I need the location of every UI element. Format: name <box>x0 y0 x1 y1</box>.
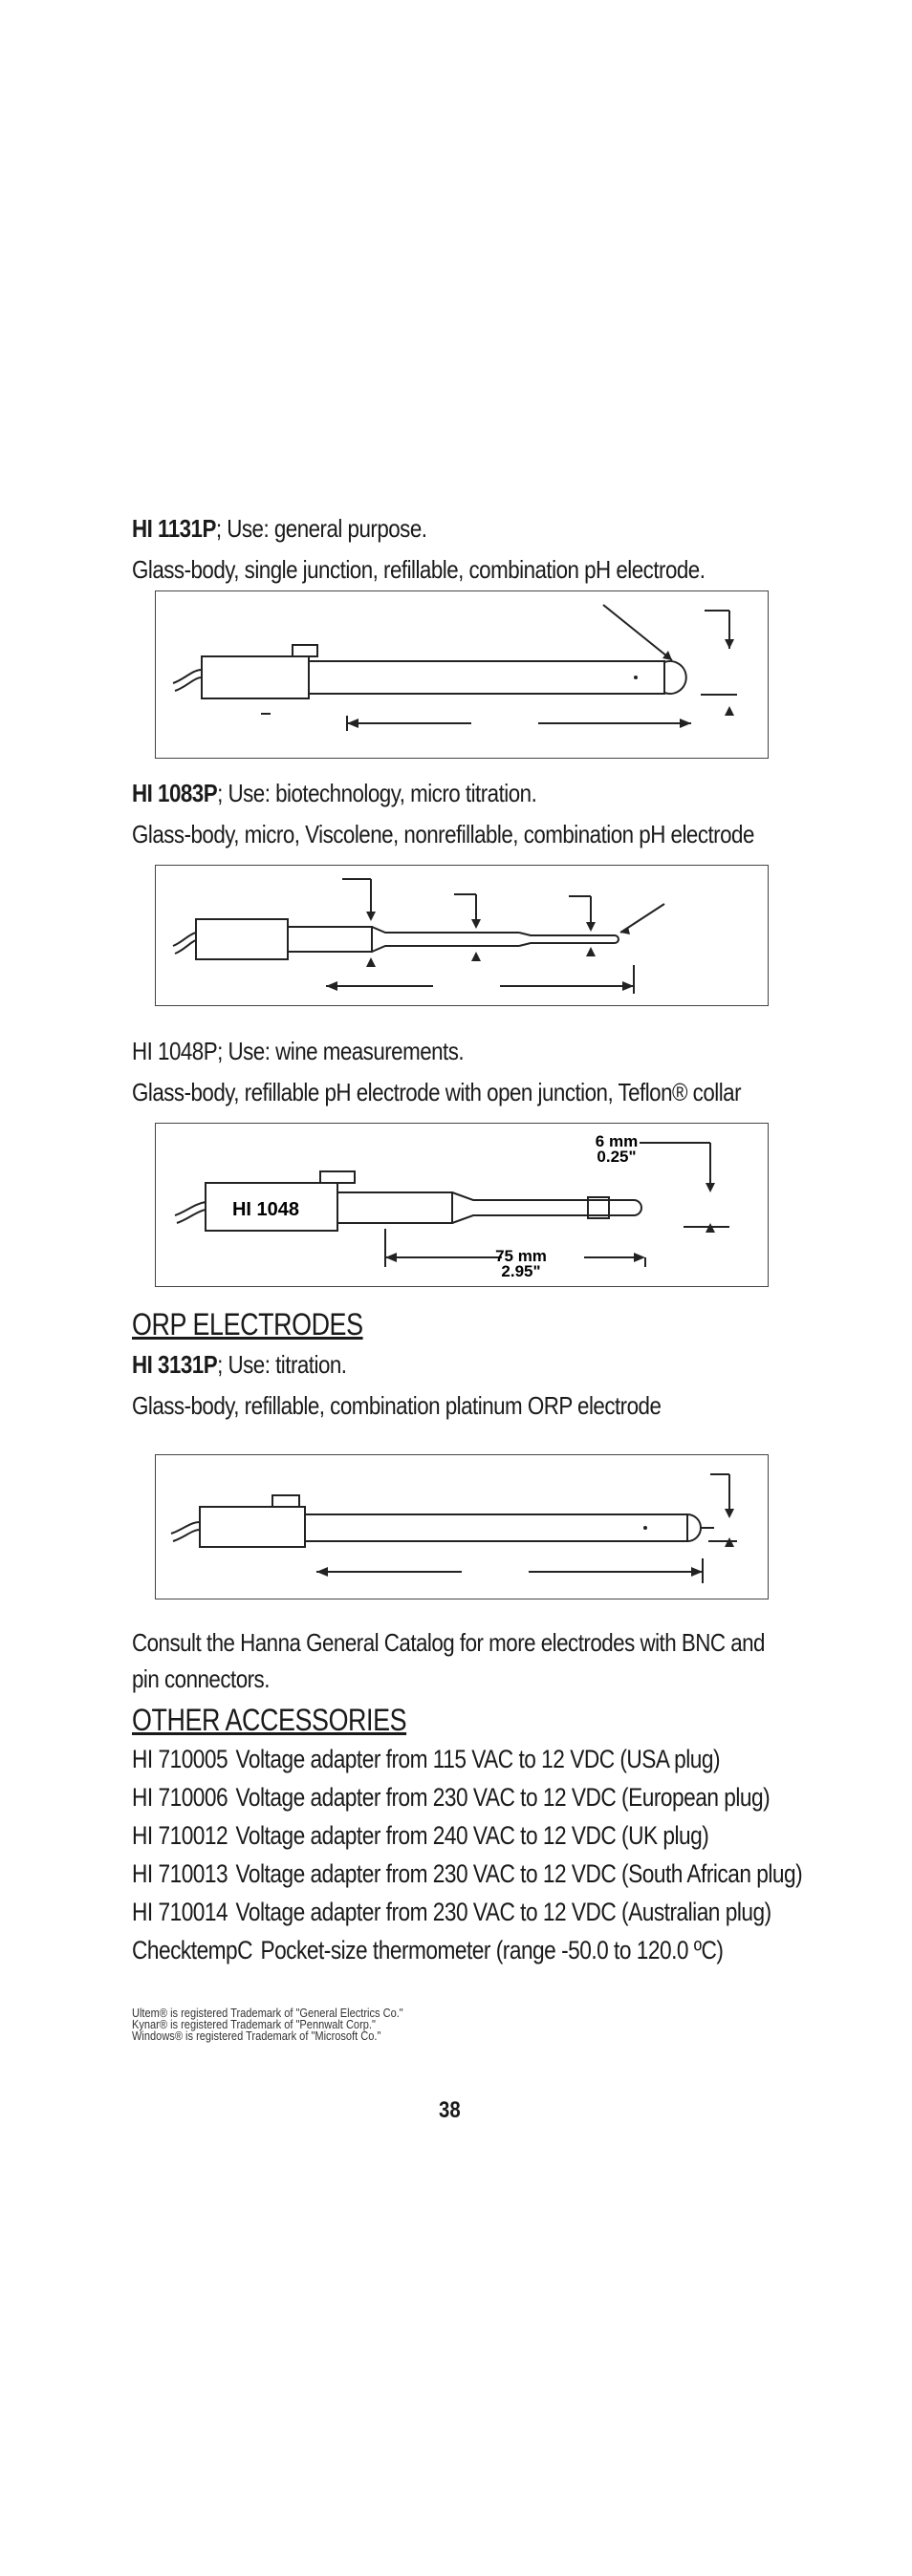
hi1083p-diagram <box>155 865 769 1006</box>
hi1083p-description: Glass-body, micro, Viscolene, nonrefillable, combination pH electrode <box>132 820 754 848</box>
accessory-desc: Voltage adapter from 230 VAC to 12 VDC (Australian plug) <box>235 1898 771 1926</box>
consult-note: Consult the Hanna General Catalog for more electrodes with BNC and pin connectors. <box>132 1628 765 1693</box>
hi1131p-electrode-drawing <box>156 591 770 760</box>
orp-heading: ORP ELECTRODES <box>132 1307 363 1342</box>
hi3131p-title <box>132 1350 346 1380</box>
hi1048-body-label: HI 1048 <box>231 1199 300 1220</box>
tip-dimension-mm: 6 mm <box>595 1132 639 1150</box>
hi1083p-use: ; Use: biotechnology, micro titration. <box>217 779 537 807</box>
hi1048p-description: Glass-body, refillable pH electrode with open junction, Teflon® collar <box>132 1078 742 1106</box>
hi3131p-use: ; Use: titration. <box>217 1350 347 1379</box>
hi1131p-diagram <box>155 590 769 759</box>
accessory-item <box>132 1898 771 1927</box>
length-dimension-mm: 75 mm <box>495 1247 547 1265</box>
accessory-code: HI 710012 <box>132 1821 228 1850</box>
hi1048p-code: HI 1048P <box>132 1037 218 1065</box>
hi1083p-code: HI 1083P <box>132 779 218 807</box>
hi1048p-diagram <box>155 1123 769 1287</box>
hi3131p-code: HI 3131P <box>132 1350 218 1379</box>
trademark-note: Kynar® is registered Trademark of "Pennwalt Corp." <box>132 2017 376 2031</box>
hi3131p-description: Glass-body, refillable, combination platinum ORP electrode <box>132 1391 662 1420</box>
accessory-desc: Voltage adapter from 240 VAC to 12 VDC (UK plug) <box>235 1821 709 1850</box>
tip-dimension-in: 0.25" <box>597 1148 637 1166</box>
accessory-item <box>132 1821 708 1851</box>
accessory-desc: Voltage adapter from 230 VAC to 12 VDC (South African plug) <box>235 1859 803 1888</box>
hi1131p-description: Glass-body, single junction, refillable, combination pH electrode. <box>132 555 706 584</box>
hi1048p-use: ; Use: wine measurements. <box>217 1037 465 1065</box>
accessory-desc: Voltage adapter from 230 VAC to 12 VDC (European plug) <box>235 1783 771 1812</box>
accessory-item <box>132 1745 720 1774</box>
accessory-code: ChecktempC <box>132 1936 253 1964</box>
hi3131p-diagram <box>155 1454 769 1599</box>
accessory-item <box>132 1783 770 1813</box>
hi1083p-title <box>132 779 536 808</box>
trademark-note: Ultem® is registered Trademark of "General Electrics Co." <box>132 2006 403 2020</box>
hi1131p-code: HI 1131P <box>132 514 216 543</box>
accessories-heading: OTHER ACCESSORIES <box>132 1703 407 1737</box>
accessory-code: HI 710013 <box>132 1859 228 1888</box>
hi3131p-electrode-drawing <box>156 1455 770 1600</box>
hi1083p-electrode-drawing <box>156 866 770 1007</box>
length-dimension-in: 2.95" <box>501 1262 541 1280</box>
accessory-desc: Pocket-size thermometer (range -50.0 to 120.0 ºC) <box>260 1936 724 1964</box>
accessory-desc: Voltage adapter from 115 VAC to 12 VDC (USA plug) <box>235 1745 721 1773</box>
hi1048p-title <box>132 1037 464 1066</box>
accessory-code: HI 710006 <box>132 1783 228 1812</box>
accessory-code: HI 710014 <box>132 1898 228 1926</box>
accessory-code: HI 710005 <box>132 1745 228 1773</box>
page-number: 38 <box>439 2097 461 2123</box>
accessory-item <box>132 1859 802 1889</box>
hi1048p-electrode-drawing <box>156 1124 770 1288</box>
trademark-note: Windows® is registered Trademark of "Microsoft Co." <box>132 2029 381 2043</box>
accessory-item <box>132 1936 723 1965</box>
hi1131p-use: ; Use: general purpose. <box>215 514 427 543</box>
hi1131p-title <box>132 514 426 544</box>
